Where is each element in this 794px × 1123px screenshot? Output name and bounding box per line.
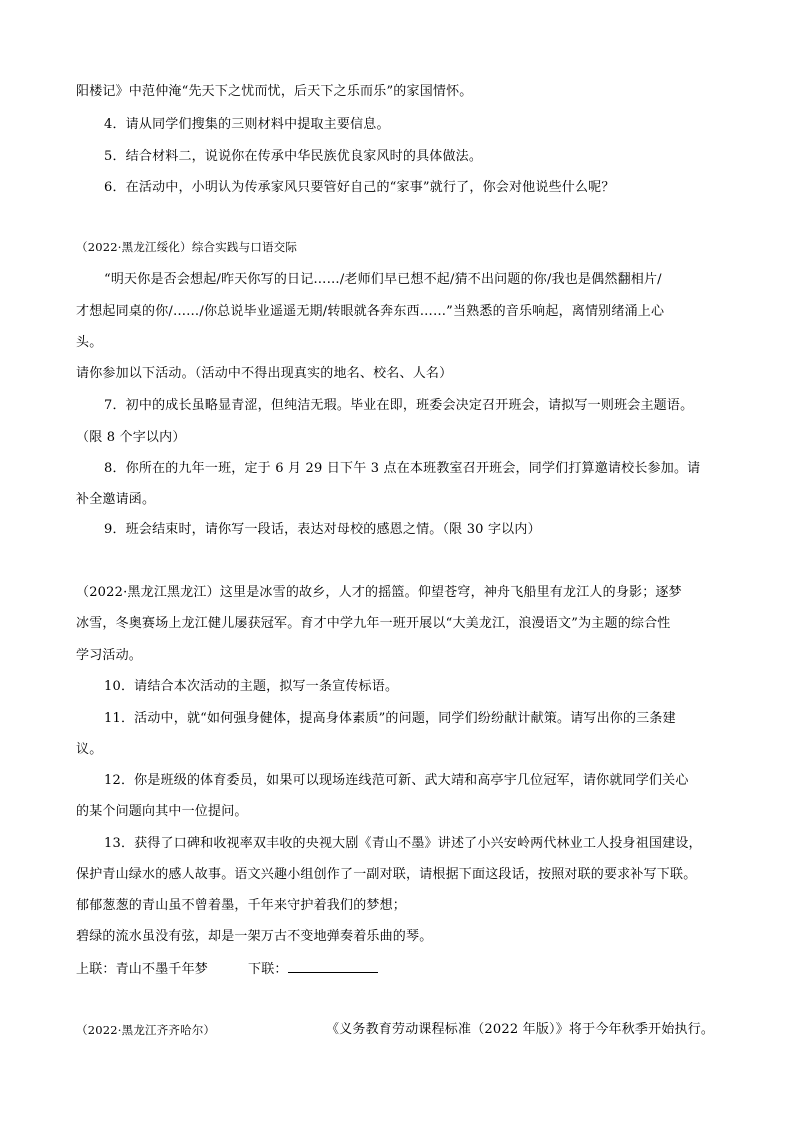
question-12: 12．你是班级的体育委员，如果可以现场连线范可新、武大靖和高亭宇几位冠军，请你就同学们关心: [104, 773, 689, 788]
question-4: 4．请从同学们搜集的三则材料中提取主要信息。: [104, 117, 390, 132]
text-line: 碧绿的流水虽没有弦，却是一架万古不变地弹奏着乐曲的琴。: [76, 929, 433, 944]
text-line: 冰雪，冬奥赛场上龙江健儿屡获冠军。育才中学九年一班开展以“大美龙江，浪漫语文”为主题的综合性: [76, 616, 671, 631]
text-line: “明天你是否会想起/昨天你写的日记……/老师们早已想不起/猜不出问题的你/我也是偶然翻相片/: [104, 272, 662, 287]
question-10: 10．请结合本次活动的主题，拟写一条宣传标语。: [104, 679, 399, 694]
text-line: 头。: [76, 335, 103, 350]
couplet-lower-label: 下联：: [248, 962, 288, 977]
text-line: （限 8 个字以内）: [76, 430, 186, 445]
text-line: 才想起同桌的你/……/你总说毕业遥遥无期/转眼就各奔东西……”当熟悉的音乐响起，离情别绪涌上心: [76, 304, 665, 319]
text-line: 阳楼记》中范仲淹“先天下之忧而忧，后天下之乐而乐”的家国情怀。: [76, 84, 473, 99]
text-line: 议。: [76, 742, 103, 757]
question-11: 11．活动中，就“如何强身健体，提高身体素质”的问题，同学们纷纷献计献策。请写出你的三条建: [104, 711, 676, 726]
question-5: 5．结合材料二，说说你在传承中华民族优良家风时的具体做法。: [104, 149, 483, 164]
section-source: （2022·黑龙江黑龙江）这里是冰雪的故乡，人才的摇篮。仰望苍穹，神舟飞船里有龙江人的身影；逐梦: [76, 585, 682, 600]
couplet-row: [76, 960, 378, 978]
text-line: 郁郁葱葱的青山虽不曾着墨，千年来守护着我们的梦想；: [76, 898, 407, 913]
question-9: 9．班会结束时，请你写一段话，表达对母校的感恩之情。（限 30 字以内）: [104, 522, 541, 537]
text-line: 《义务教育劳动课程标准（2022 年版）》将于今年秋季开始执行。: [326, 1022, 715, 1037]
section-source: （2022·黑龙江齐齐哈尔）: [76, 1023, 216, 1037]
question-8: 8．你所在的九年一班，定于 6 月 29 日下午 3 点在本班教室召开班会，同学们打算邀请校长参加。请: [104, 461, 701, 476]
couplet-upper: 上联：青山不墨千年梦: [76, 962, 209, 977]
text-line: 学习活动。: [76, 648, 143, 663]
section-source: （2022·黑龙江绥化）综合实践与口语交际: [76, 240, 298, 254]
text-line: 补全邀请函。: [76, 492, 156, 507]
answer-blank[interactable]: [288, 960, 378, 973]
question-6: 6．在活动中，小明认为传承家风只要管好自己的“家事”就行了，你会对他说些什么呢？: [104, 180, 615, 195]
question-7: 7．初中的成长虽略显青涩，但纯洁无瑕。毕业在即，班委会决定召开班会，请拟写一则班会主题语。: [104, 398, 694, 413]
text-line: 请你参加以下活动。（活动中不得出现真实的地名、校名、人名）: [76, 366, 453, 381]
text-line: 的某个问题向其中一位提问。: [76, 804, 248, 819]
text-line: 保护青山绿水的感人故事。语文兴趣小组创作了一副对联，请根据下面这段话，按照对联的要求补写下联。: [76, 867, 697, 882]
question-13: 13．获得了口碑和收视率双丰收的央视大剧《青山不墨》讲述了小兴安岭两代林业工人投身祖国建设，: [104, 836, 702, 851]
